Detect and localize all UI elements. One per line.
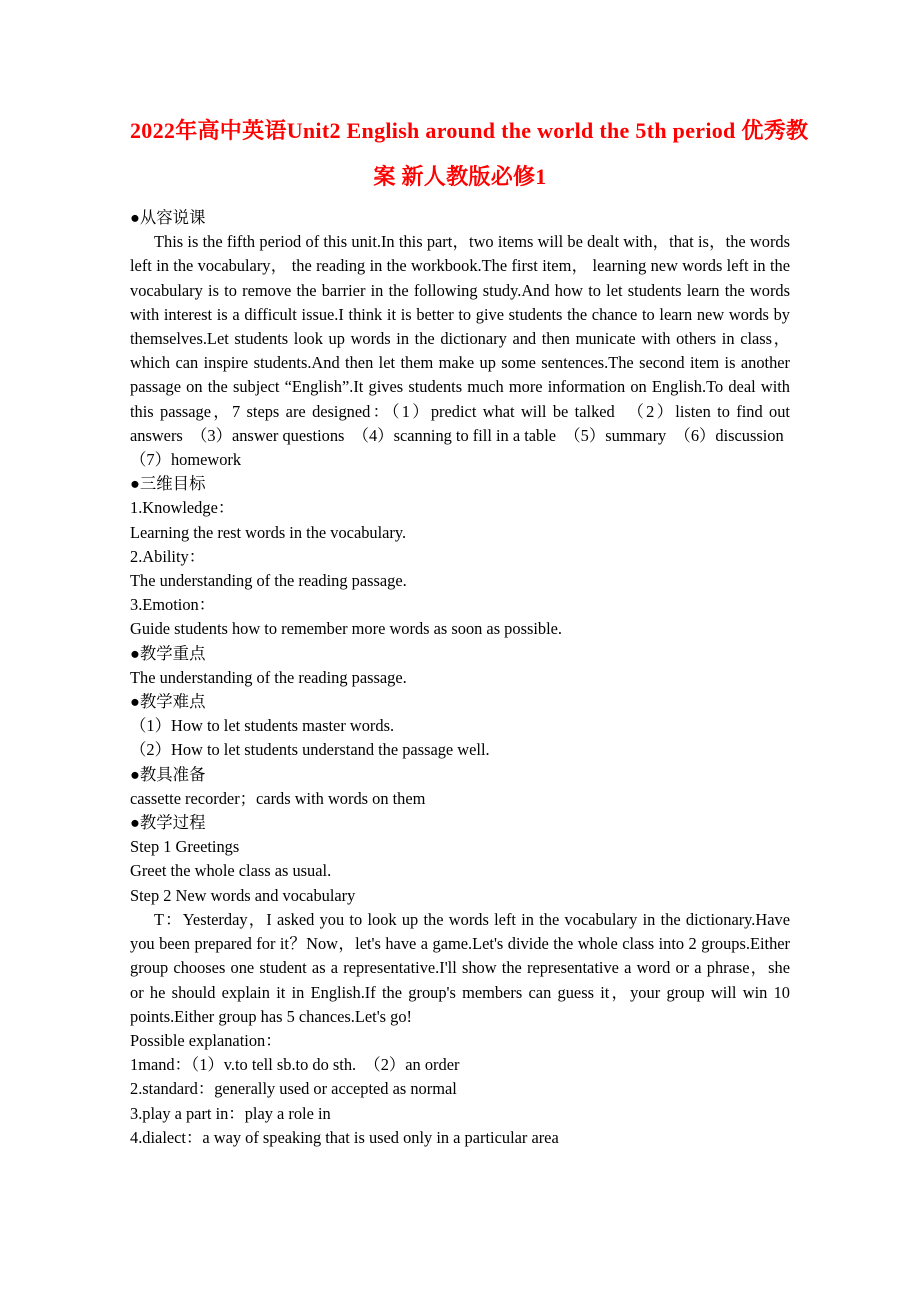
document-content: [130, 108, 809, 1150]
objective-3-label: 3.Emotion：: [130, 595, 216, 615]
objective-2-text: The understanding of the reading passage.: [130, 571, 407, 591]
explanation-item-3: 3.play a part in：play a role in: [130, 1103, 331, 1123]
step-1-title: Step 1 Greetings: [130, 837, 240, 857]
step-2-title: Step 2 New words and vocabulary: [130, 885, 356, 905]
document-body: [130, 206, 790, 1150]
heading-objectives: ●三维目标: [130, 474, 206, 494]
objective-2-label: 2.Ability：: [130, 546, 206, 566]
key-points-text: The understanding of the reading passage.: [130, 667, 407, 687]
objective-1-text: Learning the rest words in the vocabulary.: [130, 522, 407, 542]
heading-procedure: ●教学过程: [130, 813, 206, 833]
objective-1-label: 1.Knowledge：: [130, 498, 235, 518]
explanation-item-2: 2.standard：generally used or accepted as normal: [130, 1079, 457, 1099]
objective-3-text: Guide students how to remember more words as soon as possible.: [130, 619, 563, 639]
teaching-aids-text: cassette recorder；cards with words on them: [130, 788, 426, 808]
paragraph-overview-tail: （7）homework: [130, 450, 242, 470]
possible-explanation-label: Possible explanation：: [130, 1030, 282, 1050]
difficult-point-1: （1）How to let students master words.: [130, 716, 395, 736]
explanation-item-1: 1mand：（1）v.to tell sb.to do sth. （2）an order: [130, 1055, 460, 1075]
paragraph-overview: This is the fifth period of this unit.In this part，two items will be dealt with，that is，the words left in the vocabulary， the reading in the workbook.The first item， learning new words left in the vocabulary is to remove the barrier in the following study.And how to let students learn the words with interest is a difficult issue.I think it is better to give students the chance to learn new words by themselves.Let students look up words in the dictionary and then municate with others in class，which can inspire students.And then let them make up some sentences.The second item is another passage on the subject “English”.It gives students much more information on English.To deal with this passage，7 steps are designed：（1）predict what will be talked （2）listen to find out answers （3）answer questions （4）scanning to fill in a table （5）summary （6）discussion: [130, 232, 790, 445]
explanation-item-4: 4.dialect：a way of speaking that is used only in a particular area: [130, 1127, 559, 1147]
heading-teaching-aids: ●教具准备: [130, 764, 206, 784]
heading-difficult-points: ●教学难点: [130, 692, 206, 712]
difficult-point-2: （2）How to let students understand the passage well.: [130, 740, 490, 760]
step-1-text: Greet the whole class as usual.: [130, 861, 332, 881]
page-title-line-1: 2022年高中英语Unit2 English around the world the 5th period 优秀教: [130, 118, 809, 143]
heading-key-points: ●教学重点: [130, 643, 206, 663]
heading-overview: ●从容说课: [130, 208, 206, 227]
paragraph-step-2: T：Yesterday，I asked you to look up the words left in the vocabulary in the dictionary.Have you been prepared for it？Now，let's have a game.Let's divide the whole class into 2 groups.Either group chooses one student as a representative.I'll show the representative a word or a phrase，she or he should explain it in English.If the group's members can guess it，your group will win 10 points.Either group has 5 chances.Let's go!: [130, 909, 790, 1026]
page-title: [130, 108, 809, 200]
page-title-line-2: 案 新人教版必修1: [373, 164, 547, 189]
